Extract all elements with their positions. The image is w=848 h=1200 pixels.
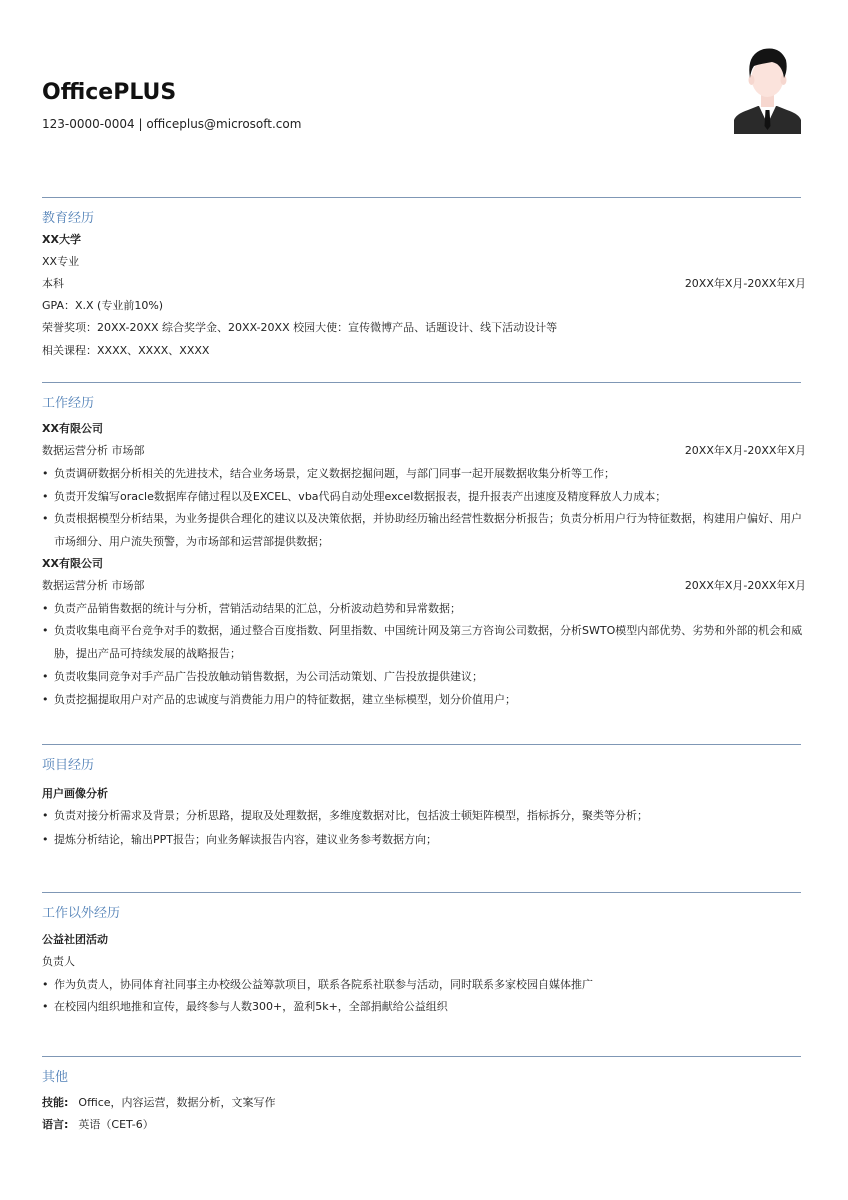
- section-divider: [42, 744, 801, 745]
- job-role-row: [42, 577, 806, 595]
- language-label: 语言:: [42, 1118, 69, 1131]
- other-section: [42, 1056, 806, 1136]
- list-item: • 负责对接分析需求及背景；分析思路，提取及处理数据，多维度数据对比，包括波士顿矩阵模型，指标拆分，聚类等分析；: [42, 809, 648, 822]
- courses: 相关课程：XXXX、XXXX、XXXX: [42, 344, 210, 357]
- work-section: [42, 382, 806, 722]
- degree-row: [42, 275, 806, 293]
- section-divider: [42, 892, 801, 893]
- activity-role: 负责人: [42, 955, 75, 968]
- section-divider: [42, 197, 801, 198]
- job-period: 20XX年X月-20XX年X月: [684, 579, 806, 592]
- company-name: XX有限公司: [42, 557, 103, 570]
- list-item: • 负责挖掘提取用户对产品的忠诚度与消费能力用户的特征数据，建立坐标模型，划分价值用户；: [42, 693, 516, 706]
- language-row: [42, 1116, 806, 1134]
- activity-name: 公益社团活动: [42, 933, 108, 946]
- education-period: 20XX年X月-20XX年X月: [684, 277, 806, 290]
- project-name: 用户画像分析: [42, 787, 108, 800]
- gpa: GPA：X.X (专业前10%): [42, 299, 164, 312]
- skills-label: 技能:: [42, 1096, 69, 1109]
- job-role: 数据运营分析 市场部: [42, 579, 145, 592]
- school-name: XX大学: [42, 233, 81, 246]
- person-avatar-icon: [734, 44, 801, 134]
- extra-title: 工作以外经历: [42, 906, 121, 921]
- candidate-name: OfficePLUS: [42, 80, 177, 105]
- projects-title: 项目经历: [42, 758, 95, 773]
- list-item: • 作为负责人，协同体育社同事主办校级公益筹款项目，联系各院系社联参与活动，同时联系多家校园自媒体推广: [42, 978, 593, 991]
- language-value: 英语（CET-6）: [78, 1118, 154, 1131]
- list-item: • 负责收集电商平台竞争对手的数据，通过整合百度指数、阿里指数、中国统计网及第三方咨询公司数据，分析SWTO模型内部优势、劣势和外部的机会和威胁，提出产品可持续发展的战略报告；: [42, 624, 803, 660]
- education-title: 教育经历: [42, 211, 95, 226]
- job-role: 数据运营分析 市场部: [42, 444, 145, 457]
- list-item: • 提炼分析结论，输出PPT报告；向业务解读报告内容，建议业务参考数据方向；: [42, 833, 437, 846]
- list-item: • 负责根据模型分析结果，为业务提供合理化的建议以及决策依据，并协助经历输出经营性数据分析报告；负责分析用户行为特征数据，构建用户偏好、用户市场细分、用户流失预警，为市场部和运营部提供数据；: [42, 512, 802, 548]
- list-item: • 负责开发编写oracle数据库存储过程以及EXCEL、vba代码自动处理excel数据报表，提升报表产出速度及精度释放人力成本；: [42, 490, 667, 503]
- skills-value: Office，内容运营，数据分析，文案写作: [78, 1096, 276, 1109]
- section-divider: [42, 382, 801, 383]
- extra-section: [42, 892, 806, 1022]
- work-title: 工作经历: [42, 396, 95, 411]
- list-item: • 在校园内组织地推和宣传，最终参与人数300+，盈利5k+，全部捐献给公益组织: [42, 1000, 448, 1013]
- job-period: 20XX年X月-20XX年X月: [684, 444, 806, 457]
- skills-row: [42, 1094, 806, 1112]
- education-section: [42, 197, 806, 367]
- section-divider: [42, 1056, 801, 1057]
- projects-section: [42, 744, 806, 854]
- list-item: • 负责产品销售数据的统计与分析，营销活动结果的汇总，分析波动趋势和异常数据；: [42, 602, 461, 615]
- list-item: • 负责调研数据分析相关的先进技术，结合业务场景，定义数据挖掘问题，与部门同事一起开展数据收集分析等工作；: [42, 467, 615, 480]
- degree: 本科: [42, 277, 64, 290]
- company-name: XX有限公司: [42, 422, 103, 435]
- major: XX专业: [42, 255, 80, 268]
- list-item: • 负责收集同竞争对手产品广告投放触动销售数据，为公司活动策划、广告投放提供建议；: [42, 670, 483, 683]
- job-role-row: [42, 442, 806, 460]
- honors: 荣誉奖项：20XX-20XX 综合奖学金、20XX-20XX 校园大使：宣传微博产品、话题设计、线下活动设计等: [42, 321, 558, 334]
- other-title: 其他: [42, 1070, 69, 1085]
- contact-info: 123-0000-0004 | officeplus@microsoft.com: [42, 117, 302, 131]
